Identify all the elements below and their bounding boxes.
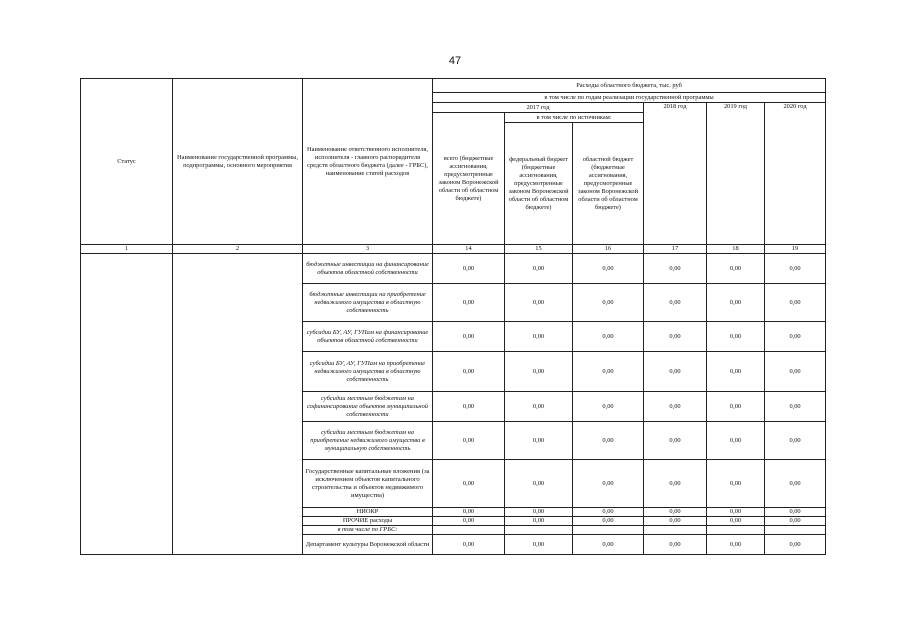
header-federal: федеральный бюджет (бюджетные ассигнования, предусмотренные законом Воронежской области об областном бюджете)	[505, 123, 573, 245]
value-cell: 0,00	[433, 254, 505, 284]
program-cell	[173, 254, 303, 555]
expense-item-label: субсидии БУ, АУ, ГУПам на финансирование объектов областной собственности	[303, 322, 433, 352]
value-cell: 0,00	[765, 352, 826, 392]
value-cell: 0,00	[644, 392, 707, 422]
value-cell: 0,00	[573, 392, 644, 422]
value-cell: 0,00	[644, 517, 707, 526]
header-regional: областной бюджет (бюджетные ассигнования, предусмотренные законом Воронежской области об областном бюджете)	[573, 123, 644, 245]
expense-item-label: НИОКР	[303, 508, 433, 517]
column-number: 1	[81, 245, 173, 254]
value-cell: 0,00	[433, 284, 505, 322]
value-cell	[644, 526, 707, 535]
value-cell: 0,00	[505, 254, 573, 284]
value-cell: 0,00	[765, 284, 826, 322]
value-cell	[433, 526, 505, 535]
value-cell: 0,00	[644, 284, 707, 322]
value-cell: 0,00	[707, 517, 765, 526]
header-year-2017: 2017 год	[433, 103, 644, 113]
budget-table	[80, 78, 826, 555]
header-by-sources: в том числе по источникам:	[505, 113, 644, 123]
header-expenses-title: Расходы областного бюджета, тыс. руб	[433, 79, 826, 93]
value-cell: 0,00	[765, 392, 826, 422]
value-cell: 0,00	[573, 284, 644, 322]
value-cell: 0,00	[644, 508, 707, 517]
value-cell: 0,00	[765, 422, 826, 460]
column-number: 17	[644, 245, 707, 254]
value-cell	[707, 526, 765, 535]
header-program-name: Наименование государственной программы, подпрограммы, основного мероприятия	[173, 79, 303, 245]
header-by-years: в том числе по годам реализации государственной программы	[433, 93, 826, 103]
expense-item-label: бюджетные инвестиции на финансирование объектов областной собственности	[303, 254, 433, 284]
page-number: 47	[448, 55, 462, 67]
value-cell: 0,00	[505, 460, 573, 508]
column-number: 15	[505, 245, 573, 254]
column-number: 19	[765, 245, 826, 254]
value-cell: 0,00	[505, 284, 573, 322]
value-cell: 0,00	[765, 535, 826, 555]
value-cell: 0,00	[573, 508, 644, 517]
value-cell: 0,00	[505, 508, 573, 517]
status-cell	[81, 254, 173, 555]
header-year-2020: 2020 год	[765, 103, 826, 245]
value-cell: 0,00	[505, 322, 573, 352]
value-cell: 0,00	[573, 460, 644, 508]
value-cell: 0,00	[765, 508, 826, 517]
value-cell: 0,00	[433, 517, 505, 526]
expense-item-label: субсидии местным бюджетам на приобретение недвижимого имущества в муниципальную собственность	[303, 422, 433, 460]
value-cell: 0,00	[505, 517, 573, 526]
value-cell: 0,00	[573, 422, 644, 460]
expense-item-label: субсидии БУ, АУ, ГУПам на приобретение недвижимого имущества в областную собственность	[303, 352, 433, 392]
value-cell: 0,00	[505, 422, 573, 460]
value-cell: 0,00	[765, 254, 826, 284]
value-cell: 0,00	[433, 508, 505, 517]
header-year-2018: 2018 год	[644, 103, 707, 245]
value-cell: 0,00	[573, 535, 644, 555]
value-cell: 0,00	[505, 352, 573, 392]
value-cell: 0,00	[433, 352, 505, 392]
value-cell: 0,00	[573, 517, 644, 526]
value-cell: 0,00	[433, 535, 505, 555]
expense-item-label: в том числе по ГРБС:	[303, 526, 433, 535]
column-number: 18	[707, 245, 765, 254]
value-cell: 0,00	[765, 517, 826, 526]
header-executor: Наименование ответственного исполнителя, исполнителя - главного распорядителя средств областного бюджета (далее - ГРБС), наименование статей расходов	[303, 79, 433, 245]
value-cell: 0,00	[765, 322, 826, 352]
table-row	[81, 254, 826, 284]
value-cell: 0,00	[644, 322, 707, 352]
value-cell: 0,00	[765, 460, 826, 508]
value-cell: 0,00	[644, 254, 707, 284]
value-cell	[765, 526, 826, 535]
value-cell: 0,00	[573, 254, 644, 284]
value-cell: 0,00	[707, 254, 765, 284]
value-cell: 0,00	[644, 352, 707, 392]
column-number: 14	[433, 245, 505, 254]
value-cell: 0,00	[707, 352, 765, 392]
value-cell: 0,00	[644, 422, 707, 460]
expense-item-label: бюджетные инвестиции на приобретение недвижимого имущества в областную собственность	[303, 284, 433, 322]
value-cell: 0,00	[644, 460, 707, 508]
value-cell: 0,00	[573, 322, 644, 352]
value-cell: 0,00	[707, 422, 765, 460]
header-total: всего (бюджетные ассигнования, предусмотренные законом Воронежской области об областном бюджете)	[433, 113, 505, 245]
expense-item-label: субсидии местным бюджетам на софинансирование объектов муниципальной собственности	[303, 392, 433, 422]
column-number: 2	[173, 245, 303, 254]
value-cell: 0,00	[433, 460, 505, 508]
column-number-row	[81, 245, 826, 254]
header-year-2019: 2019 год	[707, 103, 765, 245]
value-cell: 0,00	[644, 535, 707, 555]
value-cell: 0,00	[707, 322, 765, 352]
column-number: 3	[303, 245, 433, 254]
value-cell: 0,00	[573, 352, 644, 392]
value-cell	[505, 526, 573, 535]
value-cell: 0,00	[505, 535, 573, 555]
column-number: 16	[573, 245, 644, 254]
value-cell	[573, 526, 644, 535]
value-cell: 0,00	[707, 535, 765, 555]
value-cell: 0,00	[433, 392, 505, 422]
value-cell: 0,00	[505, 392, 573, 422]
expense-item-label: ПРОЧИЕ расходы	[303, 517, 433, 526]
header-status: Статус	[81, 79, 173, 245]
value-cell: 0,00	[707, 460, 765, 508]
value-cell: 0,00	[707, 284, 765, 322]
value-cell: 0,00	[707, 392, 765, 422]
expense-item-label: Департамент культуры Воронежской области	[303, 535, 433, 555]
value-cell: 0,00	[707, 508, 765, 517]
expense-item-label: Государственные капитальные вложения (за исключением объектов капитального строительства и объектов недвижимого имущества)	[303, 460, 433, 508]
value-cell: 0,00	[433, 322, 505, 352]
value-cell: 0,00	[433, 422, 505, 460]
